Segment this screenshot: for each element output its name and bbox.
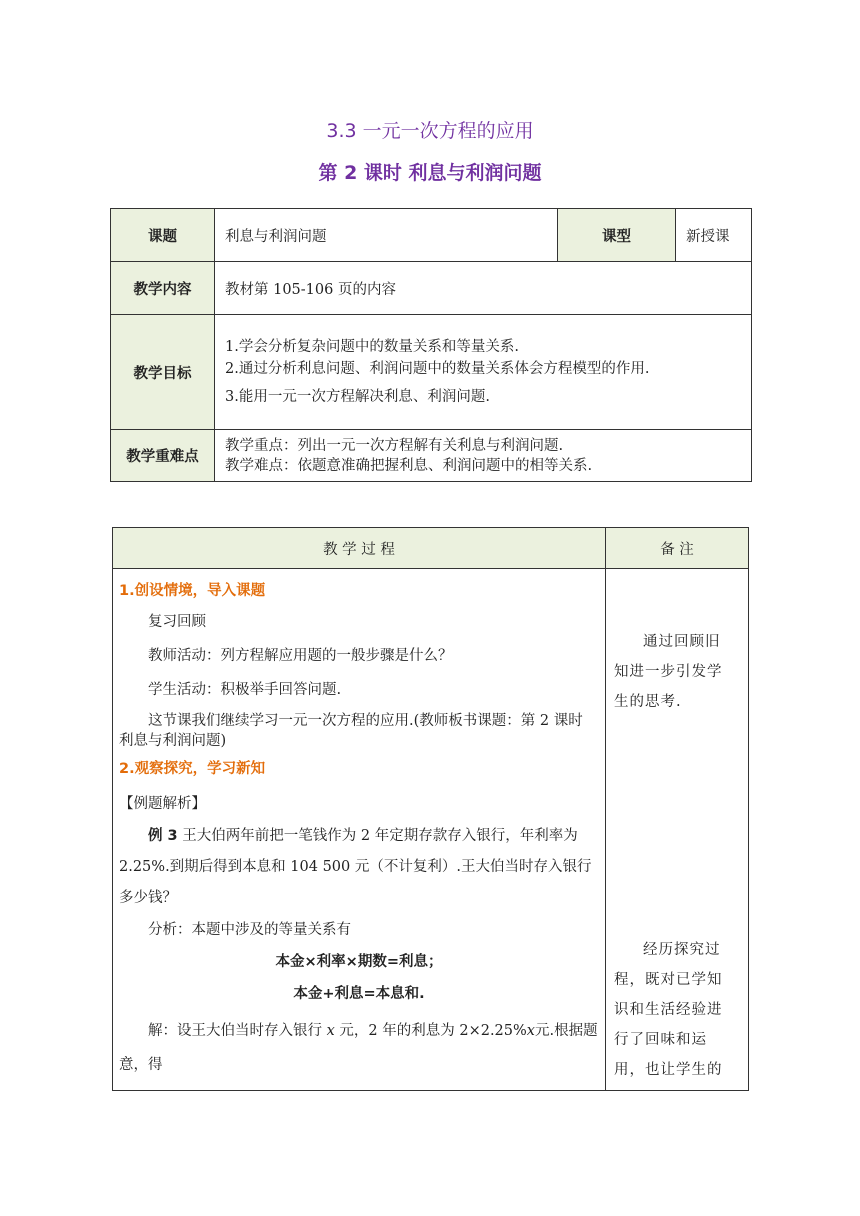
example-text: 王大伯两年前把一笔钱作为 2 年定期存款存入银行，年利率为 2.25%.到期后得到本息和 104 500 元（不计复利）.王大伯当时存入银行多少钱？ <box>119 828 592 906</box>
example-label: 例 3 <box>148 828 178 844</box>
intro-text: 这节课我们继续学习一元一次方程的应用.(教师板书课题：第 2 课时 利息与利润问题) <box>119 713 583 749</box>
notes-content <box>606 569 749 1091</box>
note-line: 用，也让学生的 <box>614 1062 723 1078</box>
note-line: 识和生活经验进 <box>614 1002 723 1018</box>
solution-text <box>119 1014 599 1082</box>
process-header: 教 学 过 程 <box>113 528 606 569</box>
note-line: 通过回顾旧 <box>643 634 721 650</box>
keypoint-item: 教学重点：列出一元一次方程解有关利息与利润问题. <box>225 437 564 454</box>
teacher-activity: 教师活动：列方程解应用题的一般步骤是什么？ <box>148 648 453 664</box>
lesson-info-table <box>110 208 752 482</box>
note-line: 生的思考. <box>614 694 682 710</box>
variable-x: x <box>326 1023 335 1039</box>
content-value: 教材第 105-106 页的内容 <box>215 262 752 315</box>
keypoint-item: 教学难点：依题意准确把握利息、利润问题中的相等关系. <box>225 457 593 474</box>
goals-cell <box>215 315 752 430</box>
process-content <box>113 569 606 1091</box>
lesson-title: 3.3 一元一次方程的应用 <box>326 120 534 142</box>
analysis-text: 分析：本题中涉及的等量关系有 <box>148 922 351 938</box>
formula-interest: 本金×利率×期数=利息； <box>275 954 443 970</box>
goal-item: 1.学会分析复杂问题中的数量关系和等量关系. <box>225 339 519 355</box>
notes-header: 备 注 <box>606 528 749 569</box>
lesson-subtitle: 第 2 课时 利息与利润问题 <box>318 162 542 184</box>
content-label: 教学内容 <box>111 262 215 315</box>
note-line: 程，既对已学知 <box>614 972 723 988</box>
teaching-process-table <box>112 527 749 1091</box>
example-heading: 【例题解析】 <box>119 796 206 812</box>
goal-item: 3.能用一元一次方程解决利息、利润问题. <box>225 389 490 405</box>
note-line: 行了回味和运 <box>614 1032 707 1048</box>
type-label: 课型 <box>558 209 676 262</box>
note-line: 经历探究过 <box>643 942 721 958</box>
formula-total: 本金+利息=本息和. <box>293 986 425 1002</box>
topic-label: 课题 <box>111 209 215 262</box>
review-text: 复习回顾 <box>148 614 206 630</box>
solution-part: 解：设王大伯当时存入银行 <box>148 1023 327 1039</box>
section-title: 2.观察探究，学习新知 <box>119 761 266 777</box>
keypoints-label: 教学重难点 <box>111 430 215 482</box>
example-problem <box>119 821 599 914</box>
keypoints-cell <box>215 430 752 482</box>
variable-x: x <box>526 1023 535 1039</box>
topic-value: 利息与利润问题 <box>215 209 558 262</box>
student-activity: 学生活动：积极举手回答问题. <box>148 682 342 698</box>
note-review <box>614 627 740 717</box>
section-title: 1.创设情境，导入课题 <box>119 583 266 599</box>
type-value: 新授课 <box>676 209 752 262</box>
note-line: 知进一步引发学 <box>614 664 723 680</box>
goals-label: 教学目标 <box>111 315 215 430</box>
goal-item: 2.通过分析利息问题、利润问题中的数量关系体会方程模型的作用. <box>225 361 650 377</box>
note-explore <box>614 935 740 1085</box>
solution-part: 元，2 年的利息为 2×2.25% <box>334 1023 527 1039</box>
solution-part: 元.根据题意，得 <box>119 1023 598 1073</box>
